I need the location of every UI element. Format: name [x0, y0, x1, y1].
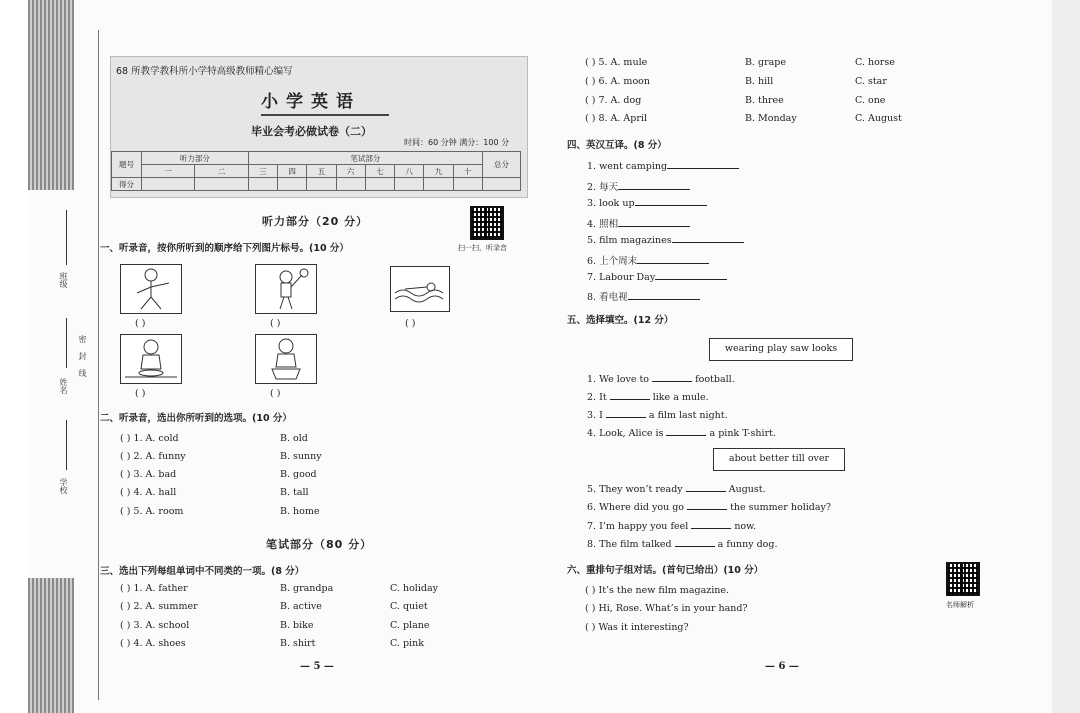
picture-bracket[interactable]: ( ) [270, 318, 281, 329]
col-7: 七 [365, 165, 394, 178]
answer-blank[interactable] [655, 271, 727, 280]
girl-washing-icon [255, 334, 317, 384]
picture-bracket[interactable]: ( ) [270, 388, 281, 399]
q5-item: 4. Look, Alice is a pink T-shirt. [587, 428, 776, 439]
q3-option-c: C. one [855, 95, 886, 106]
q3-option-a[interactable]: ( ) 8. A. April [585, 113, 647, 124]
score-table [111, 151, 521, 191]
q4-item: 7. Labour Day [587, 271, 727, 283]
qr-code-icon[interactable] [470, 206, 504, 240]
col-3: 三 [248, 165, 277, 178]
q3-option-a[interactable]: ( ) 2. A. summer [120, 601, 198, 612]
q2-item-option-a[interactable]: ( ) 1. A. cold [120, 433, 179, 444]
exam-subtitle: 毕业会考必做试卷（二） [251, 125, 372, 138]
answer-blank[interactable] [637, 255, 709, 264]
q3-option-c: C. quiet [390, 601, 428, 612]
writing-title: 笔试部分（80 分） [266, 538, 373, 551]
q3-option-a[interactable]: ( ) 4. A. shoes [120, 638, 186, 649]
word-bank-1: wearing play saw looks [709, 338, 853, 361]
answer-blank[interactable] [672, 234, 744, 243]
q5-item: 8. The film talked a funny dog. [587, 539, 778, 550]
q6-item[interactable]: ( ) Hi, Rose. What’s in your hand? [585, 603, 748, 614]
q2-item-option-b: B. old [280, 433, 308, 444]
answer-blank[interactable] [628, 291, 700, 300]
q5-item: 1. We love to football. [587, 374, 735, 385]
answer-blank[interactable] [666, 427, 706, 436]
publisher-line: 68 所教学教科所小学特高级教师精心编写 [116, 66, 293, 77]
answer-blank[interactable] [635, 197, 707, 206]
q3-option-c: C. holiday [390, 583, 438, 594]
paper-edge [1052, 0, 1080, 713]
answer-blank[interactable] [606, 409, 646, 418]
answer-blank[interactable] [652, 373, 692, 382]
word-bank-2: about better till over [713, 448, 845, 471]
q3-option-a[interactable]: ( ) 5. A. mule [585, 57, 648, 68]
q2-item-option-a[interactable]: ( ) 4. A. hall [120, 487, 177, 498]
col-10: 十 [453, 165, 482, 178]
q2-item-option-b: B. sunny [280, 451, 322, 462]
answer-blank[interactable] [675, 538, 715, 547]
q2-item-option-a[interactable]: ( ) 3. A. bad [120, 469, 177, 480]
answer-blank[interactable] [691, 520, 731, 529]
row-label-number: 题号 [112, 152, 142, 178]
score-cell [453, 178, 482, 191]
q4-item: 1. went camping [587, 160, 739, 172]
score-cell [142, 178, 195, 191]
q4-item: 6. 上个周末 [587, 253, 709, 267]
col-4: 四 [278, 165, 307, 178]
q3-option-b: B. three [745, 95, 784, 106]
q3-option-c: C. August [855, 113, 902, 124]
q2-item-option-a[interactable]: ( ) 2. A. funny [120, 451, 186, 462]
q4-item: 4. 照相 [587, 216, 690, 230]
score-cell [336, 178, 365, 191]
q3-option-c: C. horse [855, 57, 895, 68]
person-pointing-icon [120, 264, 182, 314]
q3-option-c: C. plane [390, 620, 430, 631]
time-score: 时间：60 分钟 满分：100 分 [404, 138, 510, 147]
boy-tennis-icon [255, 264, 317, 314]
q2-item-option-b: B. tall [280, 487, 309, 498]
q2-heading: 二、听录音，选出你所听到的选项。(10 分） [100, 413, 292, 424]
title-underline [261, 114, 389, 116]
q3-option-a[interactable]: ( ) 1. A. father [120, 583, 188, 594]
picture-bracket[interactable]: ( ) [135, 388, 146, 399]
score-cell [395, 178, 424, 191]
picture-bracket[interactable]: ( ) [135, 318, 146, 329]
class-blank [66, 210, 67, 265]
swimmer-icon [390, 266, 450, 312]
qr-caption: 名师解析 [946, 601, 974, 609]
answer-blank[interactable] [610, 391, 650, 400]
q3-option-b: B. Monday [745, 113, 797, 124]
q3-option-b: B. shirt [280, 638, 316, 649]
answer-blank[interactable] [618, 181, 690, 190]
girl-eating-icon [120, 334, 182, 384]
col-8: 八 [395, 165, 424, 178]
q5-item: 3. I a film last night. [587, 410, 728, 421]
q3-option-b: B. grape [745, 57, 787, 68]
q5-item: 5. They won’t ready August. [587, 484, 766, 495]
q2-item-option-b: B. home [280, 506, 320, 517]
seal-char-3: 线 [78, 369, 87, 377]
name-label: 姓名 [59, 378, 68, 394]
answer-blank[interactable] [667, 160, 739, 169]
school-label: 学校 [59, 478, 68, 494]
score-cell [195, 178, 248, 191]
q3-option-b: B. hill [745, 76, 774, 87]
q3-option-c: C. star [855, 76, 887, 87]
page-number-right: — 6 — [765, 661, 799, 672]
listening-part-label: 听力部分 [142, 152, 249, 165]
answer-blank[interactable] [687, 501, 727, 510]
col-5: 五 [307, 165, 336, 178]
score-cell [424, 178, 453, 191]
score-cell [278, 178, 307, 191]
q4-item: 2. 每天 [587, 179, 690, 193]
col-1: 一 [142, 165, 195, 178]
q6-item[interactable]: ( ) Was it interesting? [585, 622, 689, 633]
writing-part-label: 笔试部分 [248, 152, 482, 165]
col-6: 六 [336, 165, 365, 178]
q5-item: 7. I’m happy you feel now. [587, 521, 757, 532]
score-cell [483, 178, 521, 191]
q5-item: 6. Where did you go the summer holiday? [587, 502, 831, 513]
q1-heading: 一、听录音，按你所听到的顺序给下列图片标号。(10 分） [100, 243, 349, 254]
q3-option-b: B. bike [280, 620, 314, 631]
q2-item-option-b: B. good [280, 469, 317, 480]
picture-bracket[interactable]: ( ) [405, 318, 416, 329]
col-9: 九 [424, 165, 453, 178]
row-label-score: 得分 [112, 178, 142, 191]
exam-title: 小学英语 [261, 92, 361, 112]
q3-option-b: B. grandpa [280, 583, 334, 594]
seal-char-1: 密 [78, 335, 87, 343]
answer-blank[interactable] [618, 218, 690, 227]
binding-strip-bottom [28, 578, 74, 713]
name-blank [66, 318, 67, 368]
binding-dashed-line [98, 30, 99, 700]
q3-heading: 三、选出下列每组单词中不同类的一项。(8 分） [100, 566, 305, 577]
q3-option-a[interactable]: ( ) 7. A. dog [585, 95, 642, 106]
score-cell [307, 178, 336, 191]
q4-item: 8. 看电视 [587, 289, 700, 303]
class-label: 班级 [59, 272, 68, 288]
q3-option-c: C. pink [390, 638, 424, 649]
q5-item: 2. It like a mule. [587, 392, 709, 403]
score-cell [248, 178, 277, 191]
col-2: 二 [195, 165, 248, 178]
q2-item-option-a[interactable]: ( ) 5. A. room [120, 506, 184, 517]
q3-option-a[interactable]: ( ) 3. A. school [120, 620, 190, 631]
exam-header [110, 56, 528, 198]
q6-item[interactable]: ( ) It’s the new film magazine. [585, 585, 730, 596]
total-label: 总分 [483, 152, 521, 178]
q4-item: 5. film magazines [587, 234, 744, 246]
q3-option-a[interactable]: ( ) 6. A. moon [585, 76, 651, 87]
listening-title: 听力部分（20 分） [262, 215, 369, 228]
page-number-left: — 5 — [300, 661, 334, 672]
q3-option-b: B. active [280, 601, 322, 612]
school-blank [66, 420, 67, 470]
q4-item: 3. look up [587, 197, 707, 209]
qr-code-icon[interactable] [946, 562, 980, 596]
binding-strip-top [28, 0, 74, 190]
seal-char-2: 封 [78, 352, 87, 360]
q4-heading: 四、英汉互译。(8 分） [567, 140, 667, 151]
q5-heading: 五、选择填空。(12 分） [567, 315, 674, 326]
q6-heading: 六、重排句子组对话。(首句已给出）(10 分） [567, 565, 764, 576]
score-cell [365, 178, 394, 191]
answer-blank[interactable] [686, 483, 726, 492]
qr-caption: 扫一扫，听录音 [458, 244, 507, 252]
